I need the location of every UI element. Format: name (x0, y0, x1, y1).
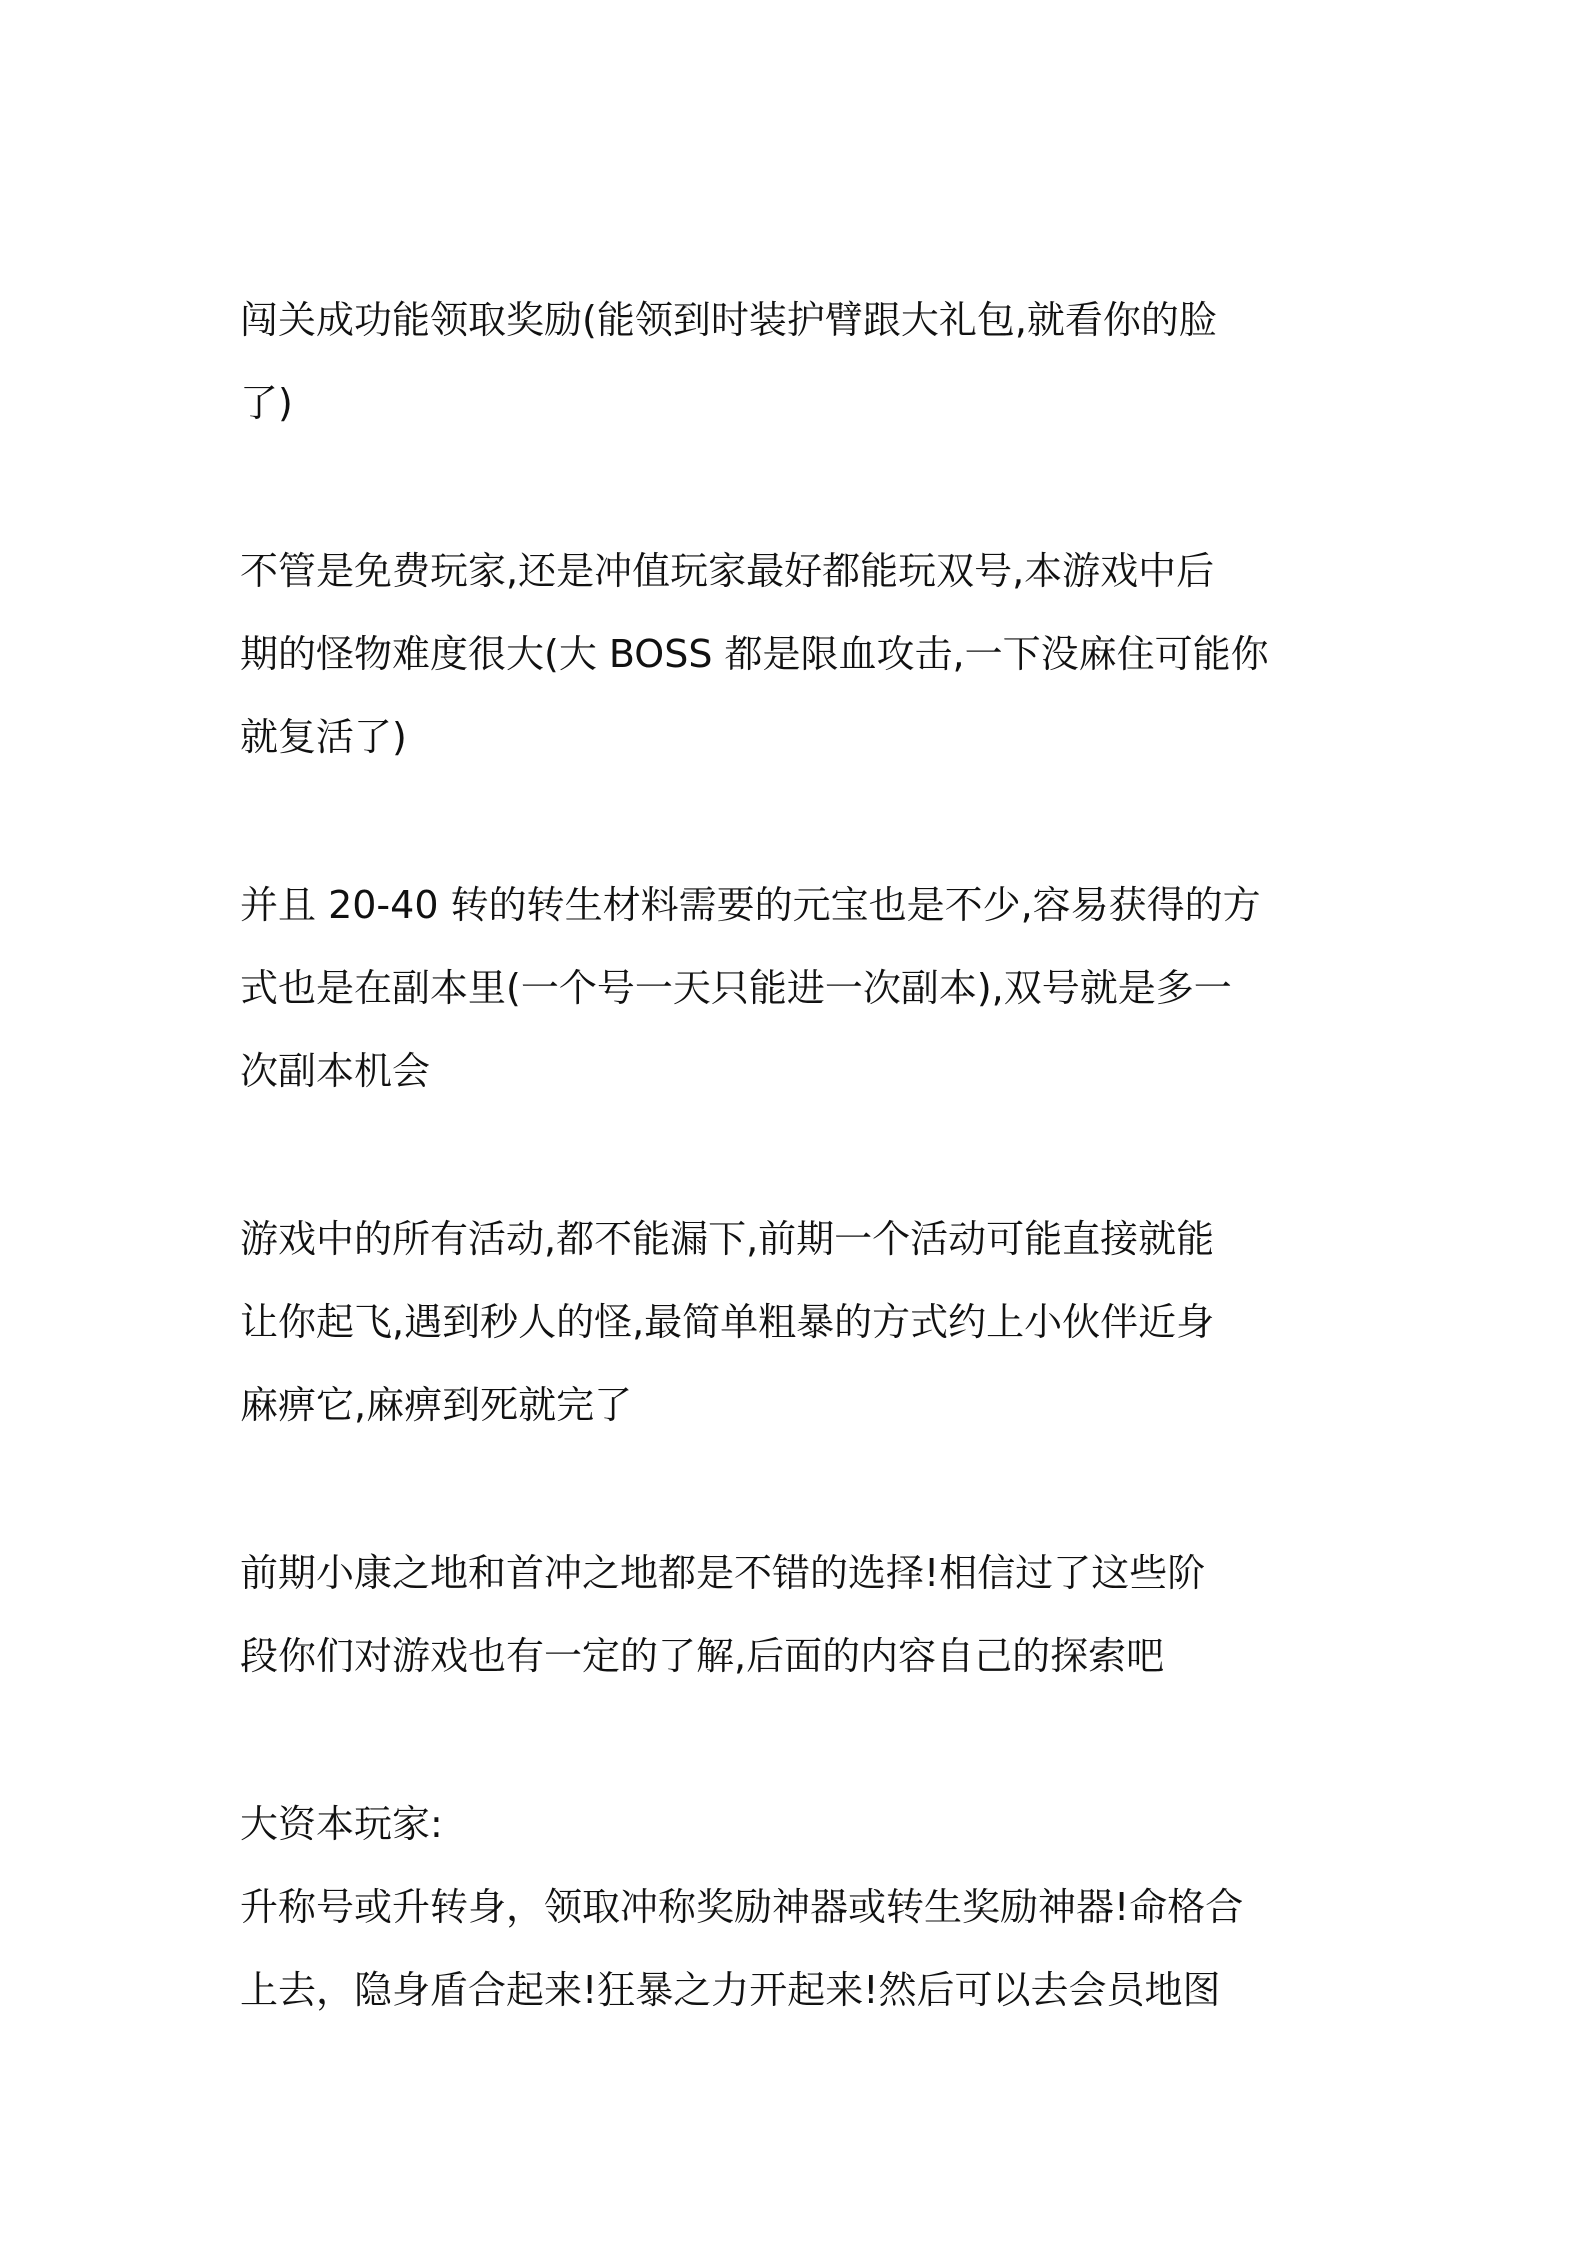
paragraph-line: 让你起飞,遇到秒人的怪,最简单粗暴的方式约上小伙伴近身 (240, 1300, 1215, 1344)
paragraph-reward (240, 279, 1360, 445)
paragraph-line: 不管是免费玩家,还是冲值玩家最好都能玩双号,本游戏中后 (240, 549, 1215, 593)
paragraph-line: 就复活了) (240, 715, 407, 759)
paragraph-activities (240, 1198, 1360, 1447)
paragraph-heading: 大资本玩家: (240, 1802, 443, 1846)
paragraph-line: 次副本机会 (240, 1049, 431, 1093)
paragraph-line: 期的怪物难度很大(大 BOSS 都是限血攻击,一下没麻住可能你 (240, 632, 1269, 676)
paragraph-early-maps (240, 1532, 1360, 1698)
paragraph-line: 游戏中的所有活动,都不能漏下,前期一个活动可能直接就能 (240, 1217, 1215, 1261)
paragraph-line: 式也是在副本里(一个号一天只能进一次副本),双号就是多一 (240, 966, 1232, 1010)
paragraph-line: 上去，隐身盾合起来!狂暴之力开起来!然后可以去会员地图 (240, 1968, 1221, 2012)
paragraph-rebirth-materials (240, 864, 1360, 1113)
paragraph-line: 麻痹它,麻痹到死就完了 (240, 1383, 633, 1427)
paragraph-dual-account (240, 530, 1360, 779)
paragraph-line: 闯关成功能领取奖励(能领到时装护臂跟大礼包,就看你的脸 (240, 298, 1217, 342)
paragraph-line: 并且 20-40 转的转生材料需要的元宝也是不少,容易获得的方 (240, 883, 1261, 927)
paragraph-line: 了) (240, 381, 293, 425)
paragraph-big-spender (240, 1783, 1360, 2032)
paragraph-line: 升称号或升转身，领取冲称奖励神器或转生奖励神器!命格合 (240, 1885, 1244, 1929)
paragraph-line: 前期小康之地和首冲之地都是不错的选择!相信过了这些阶 (240, 1551, 1206, 1595)
paragraph-line: 段你们对游戏也有一定的了解,后面的内容自己的探索吧 (240, 1634, 1165, 1678)
